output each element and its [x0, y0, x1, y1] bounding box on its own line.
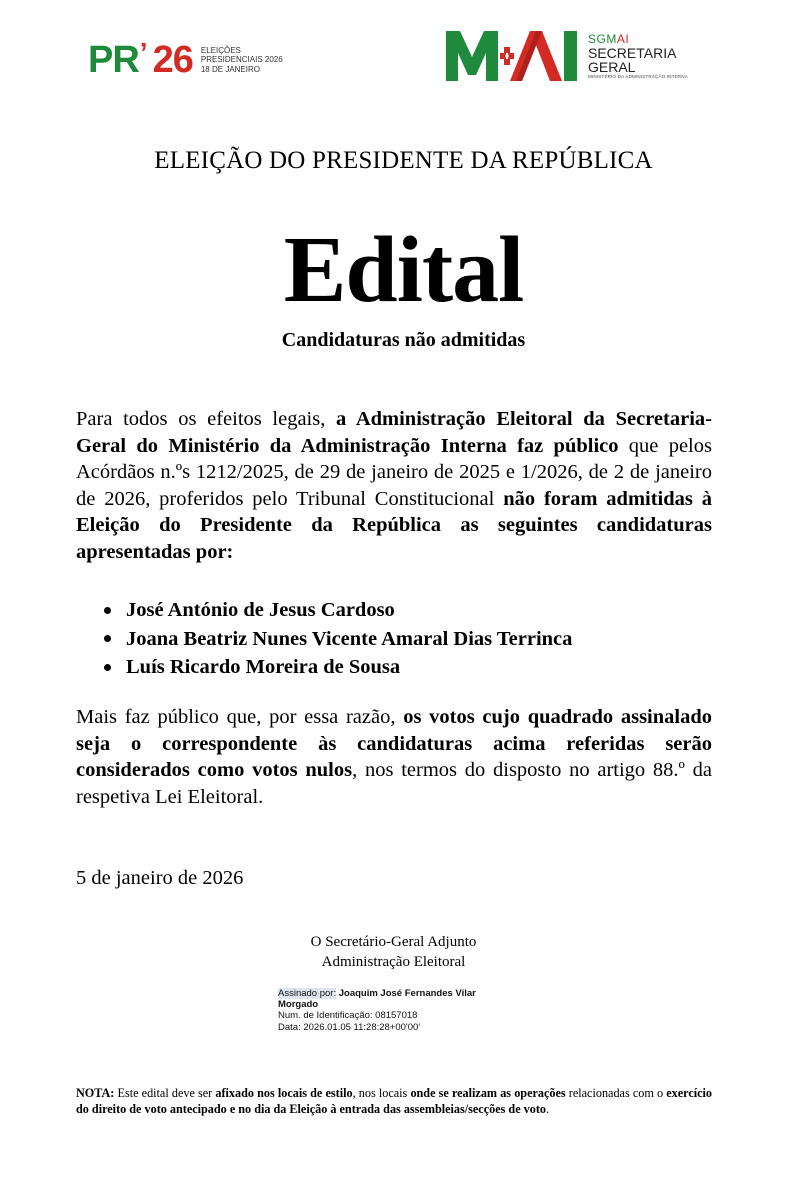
digital-signature — [278, 988, 476, 1033]
sgmai-acronym-part1: SGM — [588, 31, 617, 46]
signature-id-label: Num. de Identificação: — [278, 1010, 373, 1022]
presidenciais-2026-logo — [88, 38, 283, 82]
list-item — [104, 625, 572, 654]
nota-text-3: relacionadas com o — [565, 1086, 667, 1100]
nota-bold-1: afixado nos locais de estilo — [215, 1086, 353, 1100]
pr-logo-caption — [201, 46, 283, 75]
signature-name-line1: Joaquim José Fernandes Vilar — [338, 988, 476, 999]
rejected-candidates-list — [104, 596, 572, 682]
nota-bold-3: exercício do direito de voto antecipado e no dia da Eleição à entrada das assembleias/secções de voto — [76, 1086, 713, 1116]
p1-bold-1: a Administração Eleitoral da Secretaria-Geral do Ministério da Administração Interna faz público — [76, 408, 712, 457]
signer-title: O Secretário-Geral Adjunto — [310, 934, 477, 950]
signature-label: Assinado por: — [278, 988, 337, 999]
signature-date — [278, 1022, 476, 1033]
signature-id-value: 08157018 — [375, 1010, 418, 1022]
document-heading: ELEIÇÃO DO PRESIDENTE DA REPÚBLICA — [154, 147, 653, 174]
nota-text-2: , nos locais — [352, 1086, 411, 1100]
signature-date-label: Data: — [278, 1021, 301, 1033]
pr-caption-line2: PRESIDENCIAIS 2026 — [200, 55, 283, 65]
list-item — [104, 653, 572, 682]
sgmai-geral: GERAL — [588, 58, 636, 75]
p1-text-2: que pelos Acórdãos n.ºs 1212/2025, de 29 de janeiro de 2025 e 1/2026, de 2 de janeiro de 2026, proferidos pelo Tribunal Constitucional — [76, 434, 712, 510]
signature-name-line2: Morgado — [278, 999, 319, 1011]
sgmai-acronym-part2: AI — [616, 31, 630, 46]
signer-department: Administração Eleitoral — [321, 954, 466, 970]
pr-caption-line1: ELEIÇÕES — [200, 45, 241, 55]
document-title: Edital — [283, 218, 524, 322]
p1-text-1: Para todos os efeitos legais, — [76, 408, 337, 430]
mai-emblem-icon — [446, 29, 580, 83]
pr-letters: PR — [88, 38, 139, 81]
bullet-icon — [104, 664, 111, 671]
p1-bold-2: não foram admitidas à Eleição do Presidente da República as seguintes candidaturas apresentadas por: — [76, 487, 712, 563]
sgmai-acronym — [588, 33, 688, 46]
accent-mark-icon: ’ — [139, 37, 147, 68]
footnote — [76, 1085, 712, 1117]
sgmai-secretaria: SECRETARIA — [588, 44, 677, 61]
signature-date-value: 2026.01.05 11:28:28+00'00' — [303, 1021, 421, 1033]
candidate-name: Joana Beatriz Nunes Vicente Amaral Dias Terrinca — [126, 627, 573, 650]
bullet-icon — [104, 635, 111, 642]
nota-label: NOTA: — [76, 1086, 115, 1100]
p2-bold-1: os votos cujo quadrado assinalado seja o correspondente às candidaturas acima referidas serão considerados como votos nulos — [76, 706, 713, 781]
document-date: 5 de janeiro de 2026 — [76, 867, 244, 889]
null-votes-paragraph — [76, 704, 712, 810]
nota-text-4: . — [546, 1102, 550, 1116]
pr26-wordmark — [88, 39, 193, 82]
sgmai-logo — [446, 28, 700, 84]
candidate-name: Luís Ricardo Moreira de Sousa — [126, 656, 401, 678]
announcement-paragraph — [76, 406, 712, 565]
candidate-name: José António de Jesus Cardoso — [126, 599, 395, 621]
p2-text-2: , nos termos do disposto no artigo 88.º da respetiva Lei Eleitoral. — [76, 759, 712, 808]
pr-caption-line3: 18 DE JANEIRO — [200, 64, 260, 74]
signature-id — [278, 1010, 476, 1021]
pr-number: 26 — [152, 38, 193, 81]
nota-bold-2: onde se realizam as operações — [410, 1086, 566, 1100]
bullet-icon — [104, 607, 111, 614]
document-subtitle: Candidaturas não admitidas — [281, 329, 526, 351]
p2-text-1: Mais faz público que, por essa razão, — [76, 706, 404, 728]
signature-signed-by — [278, 988, 476, 999]
list-item — [104, 596, 572, 625]
signer-block — [0, 932, 787, 972]
sgmai-ministry: MINISTÉRIO DA ADMINISTRAÇÃO INTERNA — [588, 73, 689, 79]
nota-text-1: Este edital deve ser — [114, 1086, 216, 1100]
sgmai-wordmark — [588, 33, 688, 80]
